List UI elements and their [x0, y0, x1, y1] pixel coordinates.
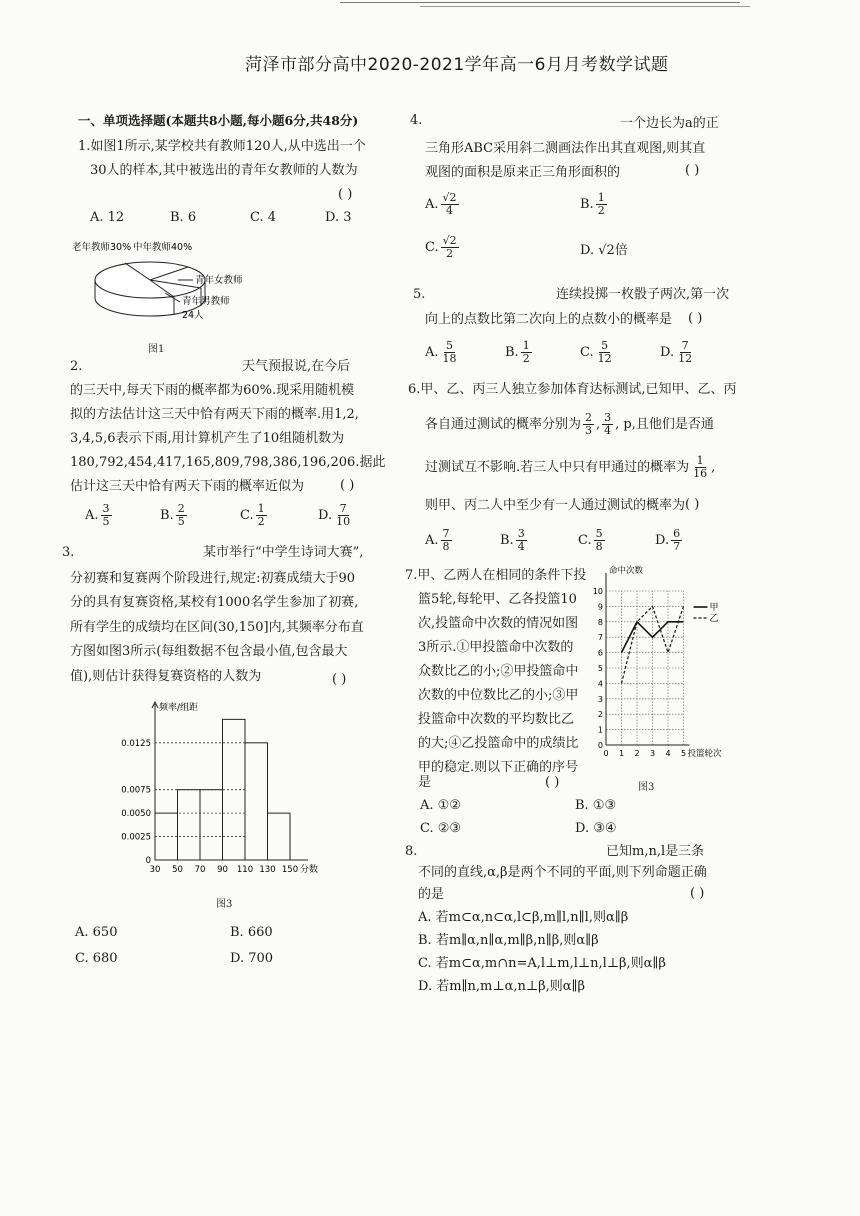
question-text: 向上的点数比第二次向上的点数小的概率是 [425, 312, 673, 327]
option-letter: B. [500, 533, 514, 548]
x-tick-label: 1 [618, 749, 625, 758]
numerator: 3 [604, 411, 612, 424]
scan-edge-line [420, 6, 750, 7]
question-text: 次数的中位数比乙的小;③甲 [418, 688, 579, 703]
question-text: 3所示.①甲投篮命中次数的 [418, 640, 574, 655]
option-a[interactable] [425, 528, 454, 553]
question-text: 三角形ABC采用斜二测画法作出其直观图,则其直 [425, 141, 706, 156]
question-number: 4. [410, 113, 423, 128]
y-tick-label: 10 [592, 587, 603, 596]
page-title: 菏泽市部分高中2020-2021学年高一6月月考数学试题 [245, 55, 669, 75]
section-heading: 一、单项选择题(本题共8小题,每小题6分,共48分) [78, 113, 359, 128]
denominator: 2 [597, 204, 605, 217]
numerator: 5 [446, 339, 454, 352]
option-b[interactable]: B. 660 [230, 925, 273, 940]
option-letter: A. [425, 345, 439, 360]
scan-edge-line [340, 2, 740, 3]
denominator: 4 [604, 424, 612, 437]
question-number: 1. [78, 139, 91, 154]
question-text: 如图1所示,某学校共有教师120人,从中选出一个 [90, 139, 366, 154]
option-b[interactable] [580, 192, 609, 217]
numerator: √2 [442, 234, 457, 247]
option-c[interactable] [580, 340, 616, 365]
question-number: 2. [70, 359, 83, 374]
numerator: 1 [696, 454, 704, 467]
option-letter: C. [580, 345, 594, 360]
x-tick-label: 4 [665, 749, 671, 758]
option-d[interactable] [655, 528, 684, 553]
question-text-part: , p,且他们是否通 [615, 417, 714, 432]
answer-paren: ( ) [690, 886, 705, 901]
fraction [176, 503, 187, 528]
numerator: 2 [585, 411, 593, 424]
option-c[interactable] [240, 503, 269, 528]
option-a[interactable] [425, 192, 461, 217]
histogram-bar [155, 813, 178, 860]
pie-label-mid: 中年教师40% [133, 242, 193, 253]
denominator: 8 [595, 540, 603, 553]
question-text: 的是 [418, 887, 445, 902]
question-text: 篮5轮,每轮甲、乙各投篮10 [418, 592, 577, 607]
option-a[interactable] [425, 340, 461, 365]
fraction [441, 235, 459, 260]
option-letter: D. [660, 345, 675, 360]
numerator: 5 [595, 527, 603, 540]
question-number: 3. [62, 545, 75, 560]
numerator: 1 [597, 191, 605, 204]
denominator: 2 [446, 247, 454, 260]
question-text: 30人的样本,其中被选出的青年女教师的人数为 [90, 163, 358, 178]
histogram-bar [178, 790, 201, 860]
histogram-bar [223, 719, 246, 860]
y-tick-label: 9 [597, 602, 603, 612]
question-text-part: 过测试互不影响.若三人中只有甲通过的概率为 [425, 460, 690, 475]
denominator: 3 [585, 424, 593, 437]
option-c[interactable]: C. 4 [250, 210, 277, 225]
numerator: 5 [601, 339, 609, 352]
question-text: 观图的面积是原来正三角形面积的 [425, 165, 621, 180]
y-tick-label: 7 [597, 633, 603, 643]
question-text: 众数比乙的小;②甲投篮命中 [418, 664, 579, 679]
fraction [594, 528, 605, 553]
fraction [596, 340, 614, 365]
denominator: 2 [257, 515, 265, 528]
option-d[interactable]: D. ③④ [575, 821, 617, 836]
numerator: 7 [442, 527, 450, 540]
y-tick-label: 0 [145, 856, 151, 866]
option-c[interactable]: C. 若m⊂α,m∩n=A,l⊥m,l⊥n,l⊥β,则α∥β [418, 956, 666, 971]
denominator: 12 [597, 352, 612, 365]
numerator: 6 [673, 527, 681, 540]
question-text: 值),则估计获得复赛资格的人数为 [70, 669, 262, 684]
figure-3-caption: 图3 [216, 899, 233, 910]
option-letter: C. [578, 533, 592, 548]
pie-label-young-male-count: 24人 [182, 310, 204, 321]
question-text: 的大;④乙投篮命中的成绩比 [418, 736, 579, 751]
option-b[interactable]: B. ①③ [575, 798, 617, 813]
denominator: 8 [442, 540, 450, 553]
y-tick-label: 0.0125 [121, 738, 151, 749]
x-tick-label: 2 [634, 749, 640, 758]
pie-label-old: 老年教师30% [72, 242, 132, 253]
option-b[interactable]: B. 6 [170, 210, 197, 225]
denominator: 12 [678, 352, 693, 365]
question-text: 连续投掷一枚骰子两次,第一次 [556, 287, 730, 302]
denominator: 4 [446, 204, 454, 217]
fraction [671, 528, 682, 553]
question-text: 分初赛和复赛两个阶段进行,规定:初赛成绩大于90 [70, 571, 356, 586]
histogram-bar [268, 813, 291, 860]
option-d[interactable] [318, 503, 354, 528]
x-tick-label: 90 [217, 865, 228, 875]
y-tick-label: 4 [597, 679, 603, 689]
x-tick-label: 3 [649, 749, 656, 758]
answer-paren: ( ) [688, 311, 703, 326]
numerator: 3 [102, 502, 110, 515]
question-text: 6.甲、乙、丙三人独立参加体育达标测试,已知甲、乙、丙 [408, 382, 737, 397]
question-text: 分的具有复赛资格,某校有1000名学生参加了初赛, [70, 595, 359, 610]
option-b[interactable] [505, 340, 534, 365]
numerator: 3 [517, 527, 525, 540]
x-tick-label: 30 [149, 865, 161, 875]
question-text: 的三天中,每天下雨的概率都为60%.现采用随机模 [70, 383, 355, 398]
option-d[interactable] [660, 340, 696, 365]
histogram-bar [200, 790, 223, 860]
y-tick-label: 3 [597, 694, 603, 704]
option-d[interactable]: D. √2倍 [580, 243, 628, 258]
denominator: 2 [522, 352, 530, 365]
option-letter: C. [425, 240, 439, 255]
option-letter: B. [505, 345, 519, 360]
fraction [583, 412, 594, 437]
answer-paren: ( ) [338, 187, 353, 202]
fraction [334, 503, 352, 528]
y-axis-label: 命中次数 [609, 566, 644, 576]
fraction [676, 340, 694, 365]
option-letter: B. [580, 197, 594, 212]
denominator: 18 [442, 352, 457, 365]
fraction [441, 528, 452, 553]
y-tick-label: 2 [597, 710, 603, 720]
figure-1-pie-chart [70, 238, 250, 338]
denominator: 5 [177, 515, 185, 528]
y-tick-label: 0.0050 [121, 809, 151, 820]
fraction [101, 503, 112, 528]
y-tick-label: 1 [597, 725, 603, 735]
question-text: 次,投篮命中次数的情况如图 [418, 616, 579, 631]
option-a[interactable] [85, 503, 114, 528]
option-a[interactable]: A. 12 [90, 210, 125, 225]
question-text: 天气预报说,在今后 [242, 359, 351, 374]
x-tick-label: 150 [281, 865, 299, 875]
question-text: 方图如图3所示(每组数据不包含最小值,包含最大 [70, 644, 348, 659]
figure-3-line-chart [588, 565, 728, 775]
denominator: 4 [517, 540, 525, 553]
option-letter: A. [425, 197, 439, 212]
fraction [516, 528, 527, 553]
denominator: 7 [673, 540, 681, 553]
fraction [441, 192, 459, 217]
option-letter: D. [318, 508, 333, 523]
denominator: 10 [336, 515, 351, 528]
question-text: 估计这三天中恰有两天下雨的概率近似为 [70, 479, 305, 494]
option-letter: C. [240, 508, 254, 523]
question-text: 7.甲、乙两人在相同的条件下投 [405, 568, 587, 583]
question-text-part: 各自通过测试的概率分别为 [425, 417, 582, 432]
numerator: 2 [177, 502, 185, 515]
y-axis-label: 频率/组距 [159, 703, 199, 713]
numerator: 1 [257, 502, 265, 515]
numerator: √2 [442, 191, 457, 204]
y-tick-label: 5 [597, 664, 603, 673]
option-d[interactable]: D. 若m∥n,m⊥α,n⊥β,则α∥β [418, 979, 586, 994]
option-d[interactable]: D. 3 [325, 210, 352, 225]
answer-paren: ( ) [685, 163, 700, 178]
denominator: 16 [693, 467, 708, 480]
answer-paren: ( ) [340, 478, 355, 493]
histogram-bar [245, 743, 268, 860]
question-text: 投篮命中次数的平均数比乙 [418, 712, 575, 727]
option-letter: B. [160, 508, 174, 523]
answer-paren: ( ) [332, 672, 347, 687]
question-text: 所有学生的成绩均在区间(30,150]内,其频率分布直 [70, 620, 364, 635]
x-tick-label: 110 [236, 865, 254, 875]
question-text: 则甲、丙二人中至少有一人通过测试的概率为 [425, 498, 686, 513]
answer-paren: ( ) [685, 497, 700, 512]
option-c[interactable] [578, 528, 607, 553]
fraction [256, 503, 267, 528]
option-letter: D. [655, 533, 670, 548]
fraction [602, 412, 613, 437]
fraction [596, 192, 607, 217]
question-number: 8. [405, 844, 418, 859]
option-a[interactable]: A. 650 [75, 925, 118, 940]
question-text: 180,792,454,417,165,809,798,386,196,206.据此 [70, 455, 386, 470]
x-tick-label: 70 [194, 865, 206, 875]
fraction [521, 340, 532, 365]
x-axis-label: 投篮轮次 [687, 749, 722, 759]
question-number: 5. [413, 287, 426, 302]
y-tick-label: 0 [597, 741, 603, 750]
option-b[interactable]: B. 若m∥α,n∥α,m∥β,n∥β,则α∥β [418, 933, 599, 948]
option-c[interactable]: C. ②③ [420, 821, 462, 836]
question-text-part: , [711, 460, 716, 475]
option-letter: A. [425, 533, 439, 548]
question-text: 某市举行“中学生诗词大赛”, [203, 545, 364, 560]
pie-label-young-male: 青年男教师 [182, 296, 230, 307]
question-text [425, 455, 715, 480]
option-b[interactable] [160, 503, 189, 528]
answer-paren: ( ) [545, 775, 560, 790]
question-text: 3,4,5,6表示下雨,用计算机产生了10组随机数为 [70, 431, 345, 446]
x-tick-label: 50 [172, 865, 183, 875]
question-text: 各自通过测试的概率分别为 $\frac{2}{3}$ , $\frac{3}{4}$ , p,且他们是否通 [425, 411, 714, 437]
figure-3-histogram [110, 698, 350, 883]
question-text: 不同的直线,α,β是两个不同的平面,则下列命题正确 [418, 865, 707, 880]
figure-3-line-caption: 图3 [638, 782, 655, 793]
option-d[interactable]: D. 700 [230, 951, 274, 966]
legend-label: 甲 [709, 603, 719, 613]
y-tick-label: 0.0075 [121, 785, 151, 796]
option-a[interactable]: A. 若m⊂α,n⊂α,l⊂β,m∥l,n∥l,则α∥β [418, 910, 629, 925]
question-text: 已知m,n,l是三条 [606, 844, 705, 859]
x-tick-label: 0 [603, 749, 609, 758]
question-text: 是 [418, 775, 432, 790]
question-text: 一个边长为a的正 [620, 116, 719, 131]
option-letter: A. [85, 508, 99, 523]
figure-1-caption: 图1 [148, 344, 165, 355]
x-tick-label: 5 [680, 749, 687, 758]
y-tick-label: 0.0025 [121, 832, 151, 843]
y-tick-label: 6 [597, 648, 603, 658]
numerator: 7 [681, 339, 689, 352]
option-a[interactable]: A. ①② [420, 798, 461, 813]
numerator: 1 [522, 339, 530, 352]
y-tick-label: 8 [597, 617, 603, 627]
denominator: 5 [102, 515, 110, 528]
option-b[interactable] [500, 528, 529, 553]
x-tick-label: 130 [259, 865, 276, 875]
fraction [441, 340, 459, 365]
pie-label-young-female: 青年女教师 [195, 275, 243, 286]
fraction [691, 455, 709, 480]
option-c[interactable]: C. 680 [75, 951, 118, 966]
x-axis-label: 分数 [300, 865, 319, 875]
numerator: 7 [339, 502, 347, 515]
legend-label: 乙 [709, 614, 719, 624]
question-text: 甲的稳定.则以下正确的序号 [418, 760, 579, 775]
option-c[interactable] [425, 235, 461, 260]
question-text: 拟的方法估计这三天中恰有两天下雨的概率.用1,2, [70, 407, 359, 422]
